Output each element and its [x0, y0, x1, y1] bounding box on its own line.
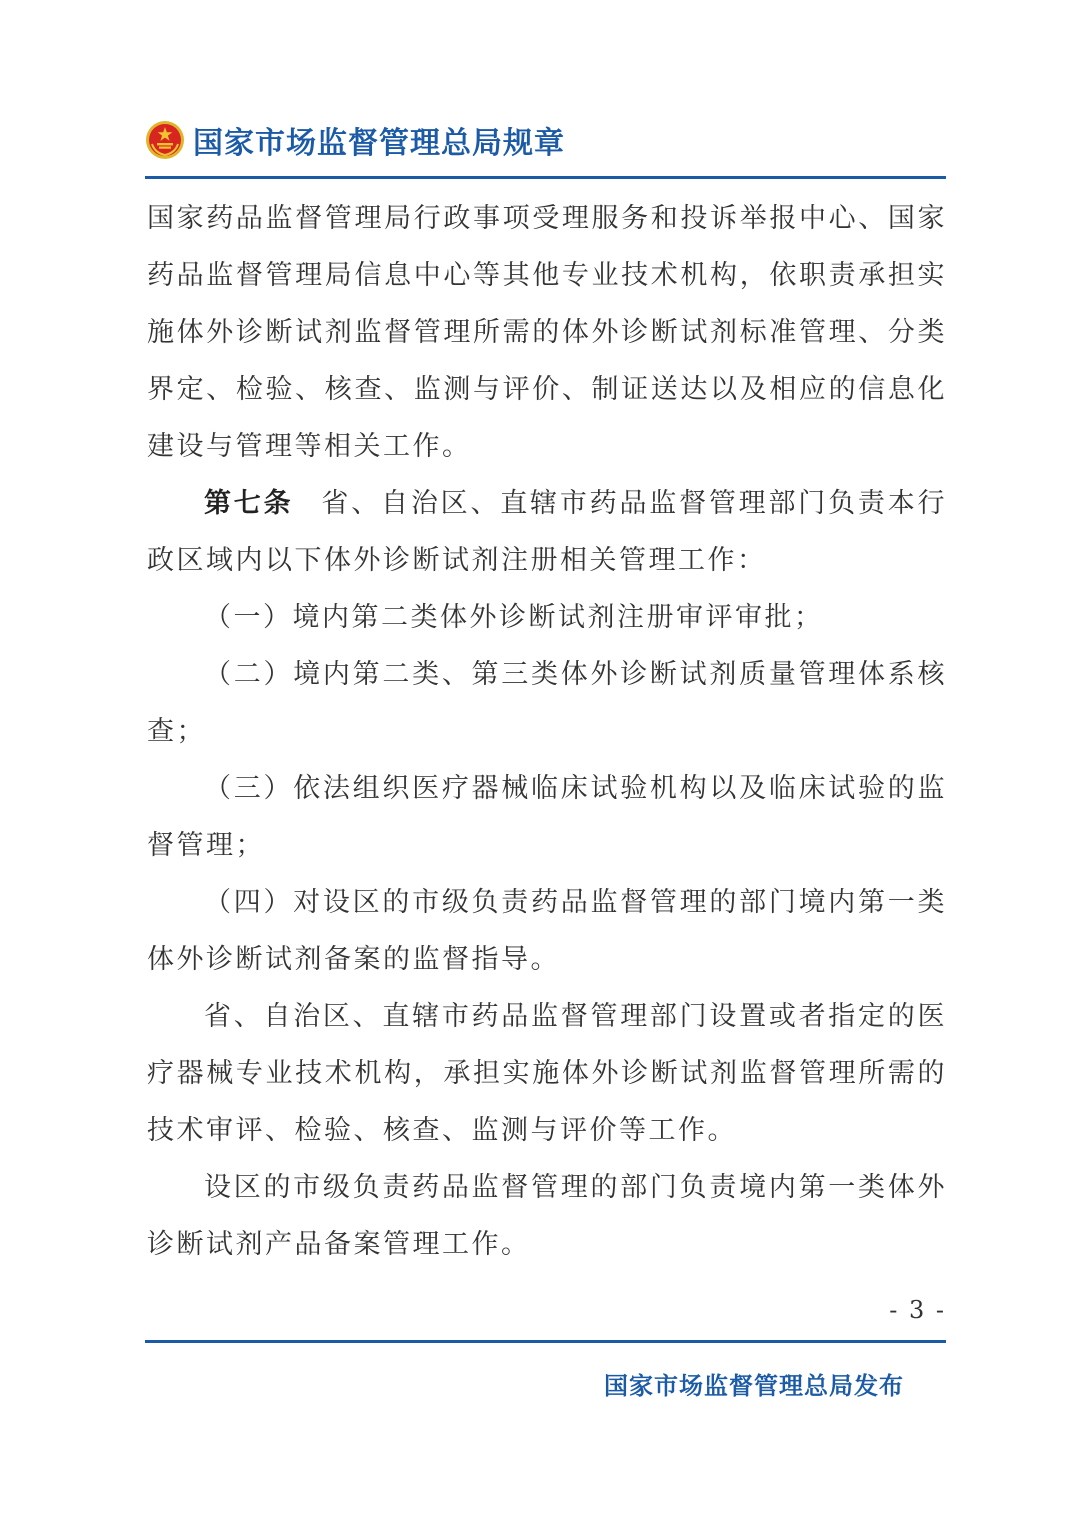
page-header: [145, 116, 945, 164]
article-number: 第七条: [204, 488, 294, 519]
national-emblem-icon: [145, 120, 185, 160]
document-body: [147, 190, 947, 1273]
paragraph-city-level: 设区的市级负责药品监督管理的部门负责境内第一类体外诊断试剂产品备案管理工作。: [147, 1172, 947, 1260]
list-item-2: （二）境内第二类、第三类体外诊断试剂质量管理体系核查；: [147, 659, 947, 747]
paragraph-continuation: 国家药品监督管理局行政事项受理服务和投诉举报中心、国家药品监督管理局信息中心等其他专业技术机构，依职责承担实施体外诊断试剂监督管理所需的体外诊断试剂标准管理、分类界定、检验、核查、监测与评价、制证送达以及相应的信息化建设与管理等相关工作。: [147, 203, 947, 462]
header-divider: [145, 176, 946, 179]
footer-publisher: 国家市场监督管理总局发布: [604, 1372, 904, 1400]
paragraph-provincial-institutions: 省、自治区、直辖市药品监督管理部门设置或者指定的医疗器械专业技术机构，承担实施体外诊断试剂监督管理所需的技术审评、检验、核查、监测与评价等工作。: [147, 1001, 947, 1146]
page-number: - 3 -: [889, 1296, 946, 1324]
list-item-4: （四）对设区的市级负责药品监督管理的部门境内第一类体外诊断试剂备案的监督指导。: [147, 887, 947, 975]
list-item-1: （一）境内第二类体外诊断试剂注册审评审批；: [204, 602, 824, 633]
header-title: 国家市场监督管理总局规章: [193, 126, 565, 161]
article-7: [147, 475, 947, 589]
article-text: 省、自治区、直辖市药品监督管理部门负责本行政区域内以下体外诊断试剂注册相关管理工作：: [147, 488, 948, 576]
footer-divider: [145, 1340, 946, 1343]
list-item-3: （三）依法组织医疗器械临床试验机构以及临床试验的监督管理；: [147, 773, 947, 861]
